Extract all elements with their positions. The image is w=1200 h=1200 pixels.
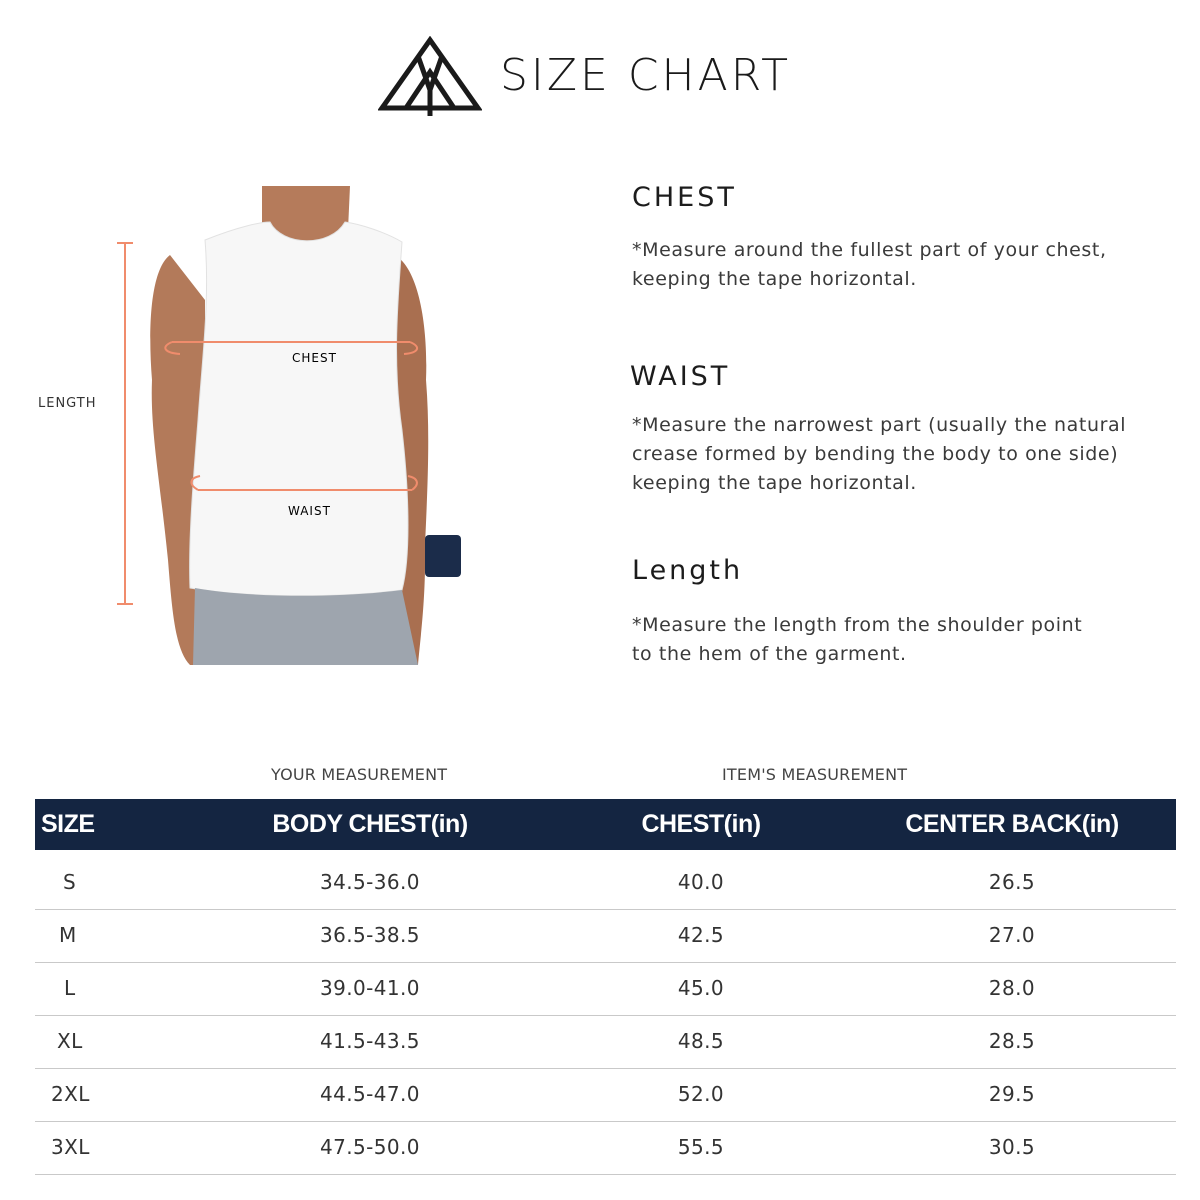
cell-size: S (63, 870, 77, 894)
cell-chest: 40.0 (677, 870, 725, 894)
your-measurement-label: YOUR MEASUREMENT (271, 765, 448, 784)
table-row (35, 856, 1176, 910)
cell-size: XL (57, 1029, 83, 1053)
column-header-chest: CHEST(in) (641, 810, 761, 838)
cell-center-back: 28.0 (988, 976, 1036, 1000)
cell-size: M (59, 923, 77, 947)
table-row (35, 909, 1176, 963)
cell-center-back: 27.0 (988, 923, 1036, 947)
shorts (193, 588, 418, 665)
cell-body-chest: 36.5-38.5 (320, 923, 420, 947)
cell-center-back: 26.5 (988, 870, 1036, 894)
cell-chest: 42.5 (677, 923, 725, 947)
chest-heading: CHEST (632, 182, 737, 213)
cell-body-chest: 47.5-50.0 (320, 1135, 420, 1159)
model-figure (20, 180, 480, 670)
cell-chest: 48.5 (677, 1029, 725, 1053)
cell-size: 2XL (51, 1082, 90, 1106)
brand-logo-icon (378, 36, 482, 118)
waist-heading: WAIST (630, 361, 731, 392)
waist-description: *Measure the narrowest part (usually the natural crease formed by bending the body to one side) keeping the tape horizontal. (632, 414, 1127, 494)
cell-chest: 55.5 (677, 1135, 725, 1159)
chest-description: *Measure around the fullest part of your chest, keeping the tape horizontal. (632, 239, 1107, 290)
column-header-size: SIZE (41, 810, 95, 838)
cell-chest: 45.0 (677, 976, 725, 1000)
figure-chest-label: CHEST (292, 351, 337, 365)
cell-body-chest: 34.5-36.0 (320, 870, 420, 894)
item-measurement-label: ITEM'S MEASUREMENT (722, 765, 908, 784)
length-heading: Length (632, 555, 744, 586)
cell-center-back: 29.5 (988, 1082, 1036, 1106)
cell-body-chest: 39.0-41.0 (320, 976, 420, 1000)
figure-waist-label: WAIST (288, 504, 331, 518)
cell-size: 3XL (51, 1135, 90, 1159)
column-header-center-back: CENTER BACK(in) (905, 810, 1119, 838)
tank-top (190, 222, 408, 596)
cell-center-back: 28.5 (988, 1029, 1036, 1053)
table-row (35, 962, 1176, 1016)
cell-chest: 52.0 (677, 1082, 725, 1106)
cell-body-chest: 41.5-43.5 (320, 1029, 420, 1053)
length-description: *Measure the length from the shoulder point to the hem of the garment. (632, 614, 1083, 665)
cell-body-chest: 44.5-47.0 (320, 1082, 420, 1106)
table-header (35, 799, 1176, 850)
cell-size: L (64, 976, 76, 1000)
column-header-body-chest: BODY CHEST(in) (272, 810, 468, 838)
table-row (35, 1068, 1176, 1122)
table-row (35, 1015, 1176, 1069)
length-label: LENGTH (38, 396, 97, 411)
table-row (35, 1121, 1176, 1175)
wristband-icon (425, 535, 461, 577)
cell-center-back: 30.5 (988, 1135, 1036, 1159)
page-title: SIZE CHART (500, 50, 791, 101)
